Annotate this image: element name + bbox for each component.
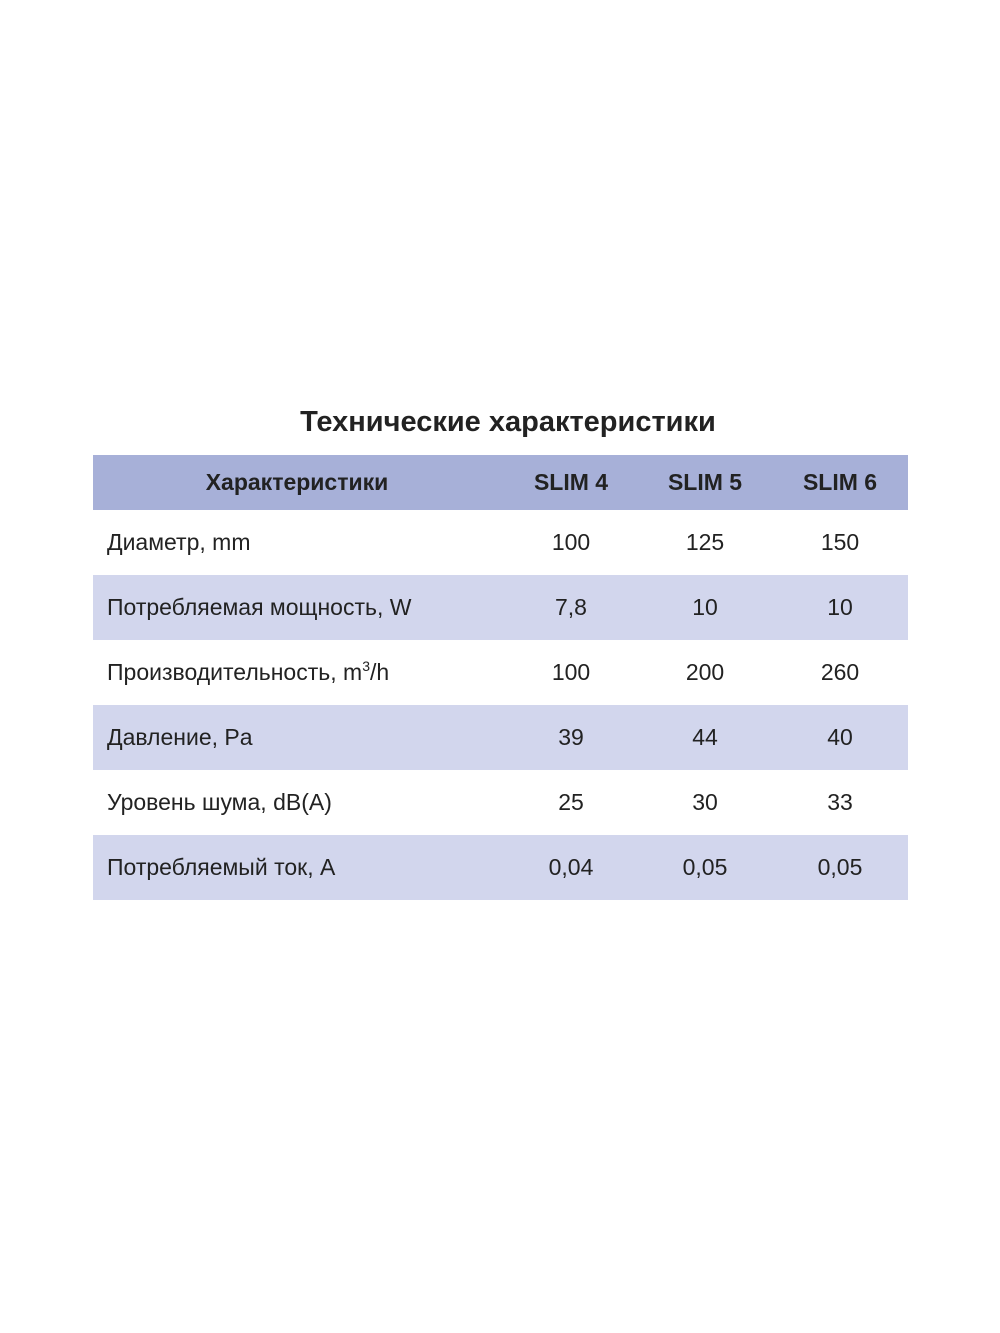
cell-value: 7,8 xyxy=(555,594,587,620)
table-row xyxy=(93,575,908,640)
table-header-row xyxy=(93,455,908,510)
row-label-text: Производительность, m xyxy=(107,659,363,685)
cell-value: 10 xyxy=(827,594,853,620)
page-title: Технические характеристики xyxy=(300,406,716,438)
cell-value: 10 xyxy=(692,594,718,620)
row-label-suffix: /h xyxy=(369,659,390,685)
cell-value: 200 xyxy=(685,659,725,685)
cell-value: 0,04 xyxy=(548,854,594,880)
header-slim-5: SLIM 5 xyxy=(667,469,743,495)
cell-value: 150 xyxy=(820,529,860,555)
row-label xyxy=(107,640,527,705)
cell-value: 100 xyxy=(551,659,591,685)
cell-value: 33 xyxy=(827,789,853,815)
cell-value: 39 xyxy=(558,724,584,750)
header-slim-4: SLIM 4 xyxy=(533,469,609,495)
cell-value: 25 xyxy=(558,789,584,815)
superscript-exponent: 3 xyxy=(362,658,370,674)
row-label: Диаметр, mm xyxy=(107,529,251,555)
header-characteristics: Характеристики xyxy=(205,469,389,495)
cell-value: 260 xyxy=(820,659,860,685)
row-label: Потребляемая мощность, W xyxy=(107,594,412,620)
cell-value: 125 xyxy=(685,529,725,555)
table-row xyxy=(93,770,908,835)
cell-value: 44 xyxy=(692,724,718,750)
row-label: Уровень шума, dB(A) xyxy=(107,789,332,815)
row-label: Давление, Pa xyxy=(107,724,253,750)
specs-table xyxy=(93,455,908,900)
cell-value: 100 xyxy=(551,529,591,555)
table-row xyxy=(93,835,908,900)
header-slim-6: SLIM 6 xyxy=(802,469,878,495)
table-row xyxy=(93,640,908,705)
cell-value: 0,05 xyxy=(817,854,863,880)
cell-value: 40 xyxy=(827,724,853,750)
table-row xyxy=(93,510,908,575)
table-row xyxy=(93,705,908,770)
cell-value: 0,05 xyxy=(682,854,728,880)
row-label: Потребляемый ток, A xyxy=(107,854,336,880)
cell-value: 30 xyxy=(692,789,718,815)
